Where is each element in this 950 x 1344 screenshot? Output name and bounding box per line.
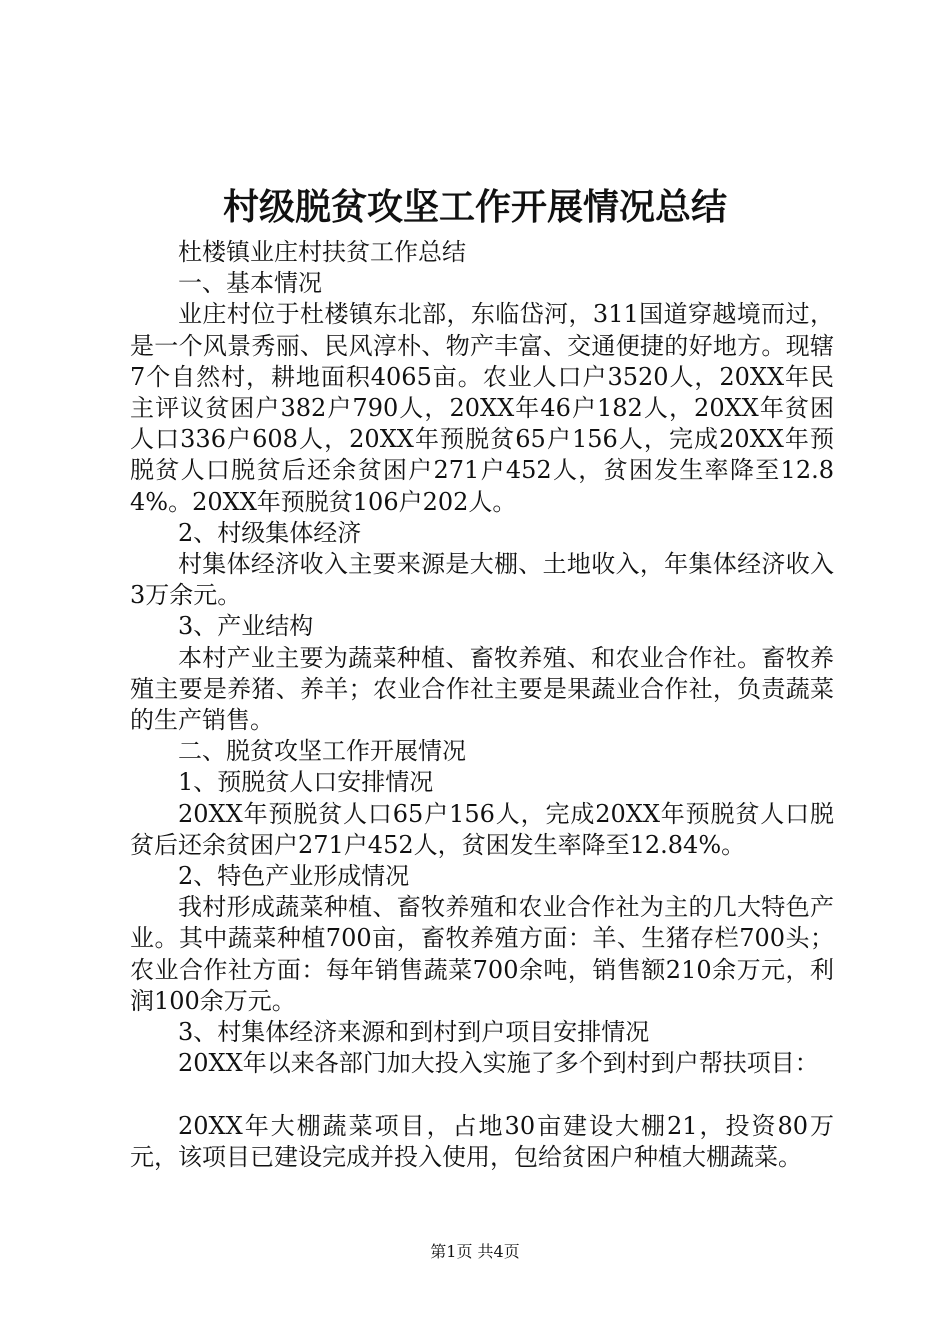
body-paragraph: 村集体经济收入主要来源是大棚、土地收入，年集体经济收入3万余元。 [130,550,834,610]
section-heading-basic-info: 一、基本情况 [178,269,322,298]
section-heading-poverty-work: 二、脱贫攻坚工作开展情况 [178,737,466,766]
body-paragraph: 20XX年预脱贫人口65户156人，完成20XX年预脱贫人口脱贫后还余贫困户271户452人，贫困发生率降至12.84%。 [130,799,834,859]
body-paragraph: 本村产业主要为蔬菜种植、畜牧养殖、和农业合作社。畜牧养殖主要是养猪、养羊；农业合作社主要是果蔬业合作社，负责蔬菜的生产销售。 [130,643,834,735]
section-heading-industry-structure: 3、产业结构 [178,612,314,641]
document-title: 村级脱贫攻坚工作开展情况总结 [222,186,727,228]
section-heading-characteristic-industry: 2、特色产业形成情况 [178,862,410,891]
page-footer: 第1页 共4页 [430,1242,520,1261]
body-paragraph: 20XX年大棚蔬菜项目，占地30亩建设大棚21，投资80万元，该项目已建设完成并投入使用，包给贫困户种植大棚蔬菜。 [130,1111,834,1171]
body-paragraph: 业庄村位于杜楼镇东北部，东临岱河，311国道穿越境而过，是一个风景秀丽、民风淳朴、物产丰富、交通便捷的好地方。现辖7个自然村，耕地面积4065亩。农业人口户3520人，20XX年民主评议贫困户382户790人，20XX年46户182人，20XX年贫困人口336户608人，20XX年预脱贫65户156人，完成20XX年预脱贫人口脱贫后还余贫困户271户452人，贫困发生率降至12.84%。20XX年预脱贫106户202人。 [130,300,834,516]
paragraph-gap [130,1079,834,1110]
section-heading-population-arrangement: 1、预脱贫人口安排情况 [178,768,434,797]
subtitle-paragraph: 杜楼镇业庄村扶贫工作总结 [178,238,466,266]
section-heading-project-arrangement: 3、村集体经济来源和到村到户项目安排情况 [178,1018,650,1047]
document-body [130,237,834,1173]
body-paragraph: 我村形成蔬菜种植、畜牧养殖和农业合作社为主的几大特色产业。其中蔬菜种植700亩，畜牧养殖方面：羊、生猪存栏700头；农业合作社方面：每年销售蔬菜700余吨，销售额210余万元，利润100余万元。 [130,893,834,1015]
body-paragraph: 20XX年以来各部门加大投入实施了多个到村到户帮扶项目： [178,1049,819,1078]
section-heading-collective-economy: 2、村级集体经济 [178,518,362,547]
